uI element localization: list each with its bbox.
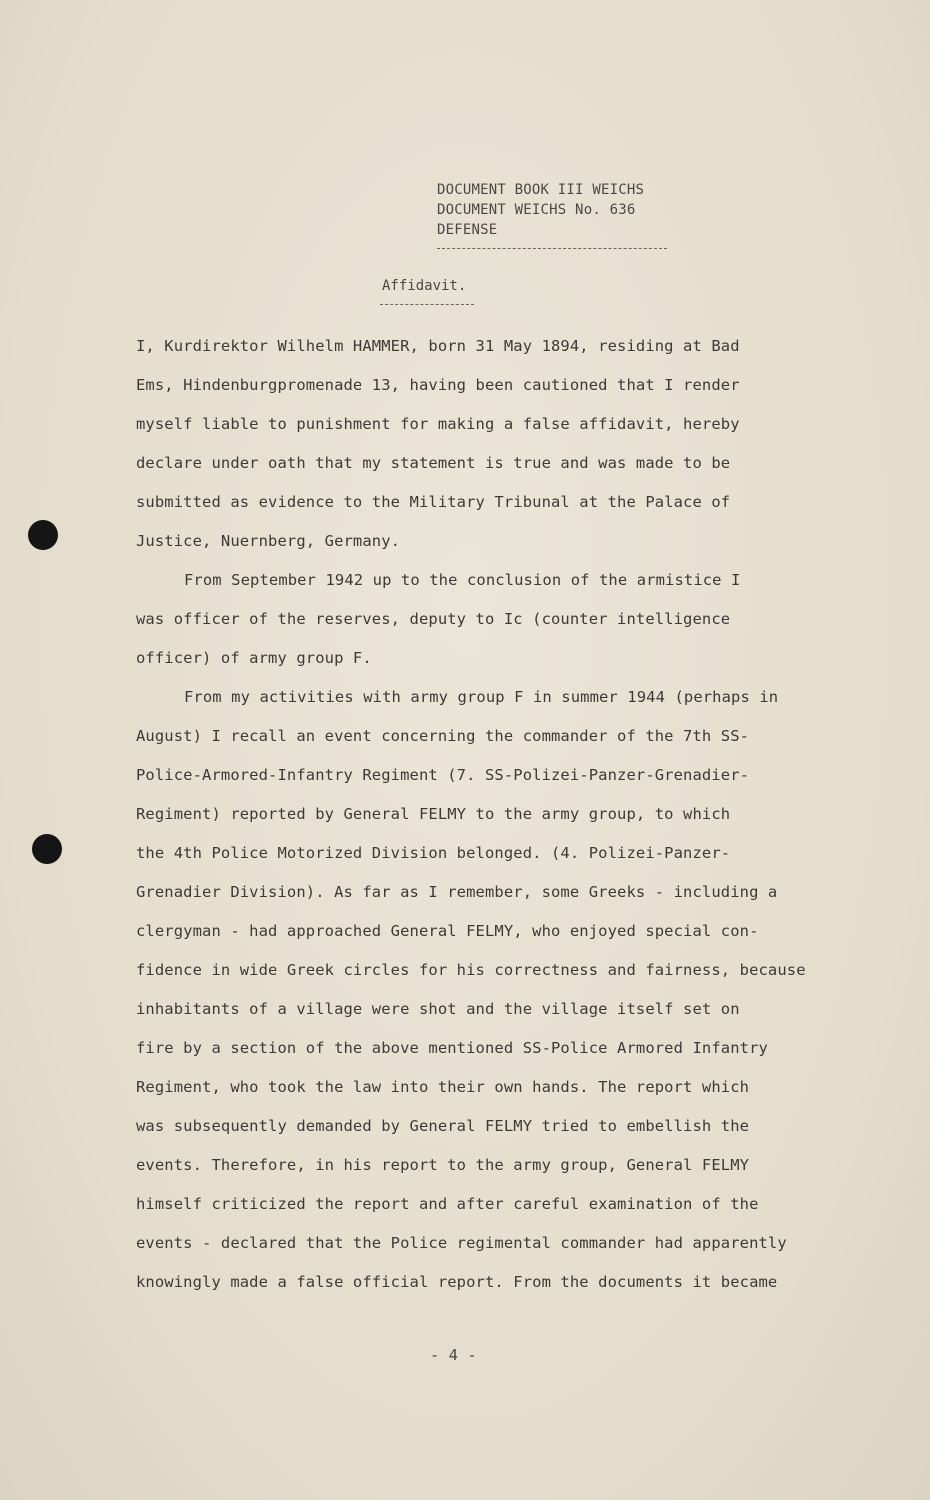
punch-hole-top (28, 520, 58, 550)
body-line: Grenadier Division). As far as I remember, some Greeks - including a (136, 883, 778, 901)
body-line: Regiment, who took the law into their own hands. The report which (136, 1078, 750, 1096)
body-line: fire by a section of the above mentioned SS-Police Armored Infantry (136, 1039, 768, 1057)
body-line: From my activities with army group F in summer 1944 (perhaps in (184, 688, 779, 706)
header-line-number: DOCUMENT WEICHS No. 636 (437, 202, 636, 218)
document-body (136, 332, 826, 1307)
title-underline (380, 304, 474, 305)
body-line: events. Therefore, in his report to the army group, General FELMY (136, 1156, 750, 1174)
body-line: myself liable to punishment for making a false affidavit, hereby (136, 415, 740, 433)
header-line-defense: DEFENSE (437, 222, 498, 238)
document-header (437, 180, 644, 240)
document-title: Affidavit. (382, 278, 467, 294)
body-line: August) I recall an event concerning the commander of the 7th SS- (136, 727, 750, 745)
body-line: fidence in wide Greek circles for his correctness and fairness, because (136, 961, 806, 979)
body-line: officer) of army group F. (136, 649, 372, 667)
body-line: declare under oath that my statement is true and was made to be (136, 454, 731, 472)
body-line: From September 1942 up to the conclusion of the armistice I (184, 571, 741, 589)
body-line: was officer of the reserves, deputy to Ic (counter intelligence (136, 610, 731, 628)
punch-hole-bottom (32, 834, 62, 864)
body-line: Justice, Nuernberg, Germany. (136, 532, 401, 550)
body-line: inhabitants of a village were shot and the village itself set on (136, 1000, 740, 1018)
body-line: Police-Armored-Infantry Regiment (7. SS-Polizei-Panzer-Grenadier- (136, 766, 750, 784)
body-line: was subsequently demanded by General FELMY tried to embellish the (136, 1117, 750, 1135)
body-line: knowingly made a false official report. From the documents it became (136, 1273, 778, 1291)
body-line: submitted as evidence to the Military Tribunal at the Palace of (136, 493, 731, 511)
body-line: events - declared that the Police regimental commander had apparently (136, 1234, 787, 1252)
body-line: himself criticized the report and after careful examination of the (136, 1195, 759, 1213)
body-line: clergyman - had approached General FELMY, who enjoyed special con- (136, 922, 759, 940)
header-underline (437, 248, 667, 249)
body-line: I, Kurdirektor Wilhelm HAMMER, born 31 May 1894, residing at Bad (136, 337, 740, 355)
header-line-book: DOCUMENT BOOK III WEICHS (437, 182, 645, 198)
body-line: the 4th Police Motorized Division belonged. (4. Polizei-Panzer- (136, 844, 731, 862)
body-line: Regiment) reported by General FELMY to the army group, to which (136, 805, 731, 823)
body-line: Ems, Hindenburgpromenade 13, having been cautioned that I render (136, 376, 740, 394)
page-number: - 4 - (430, 1346, 477, 1364)
